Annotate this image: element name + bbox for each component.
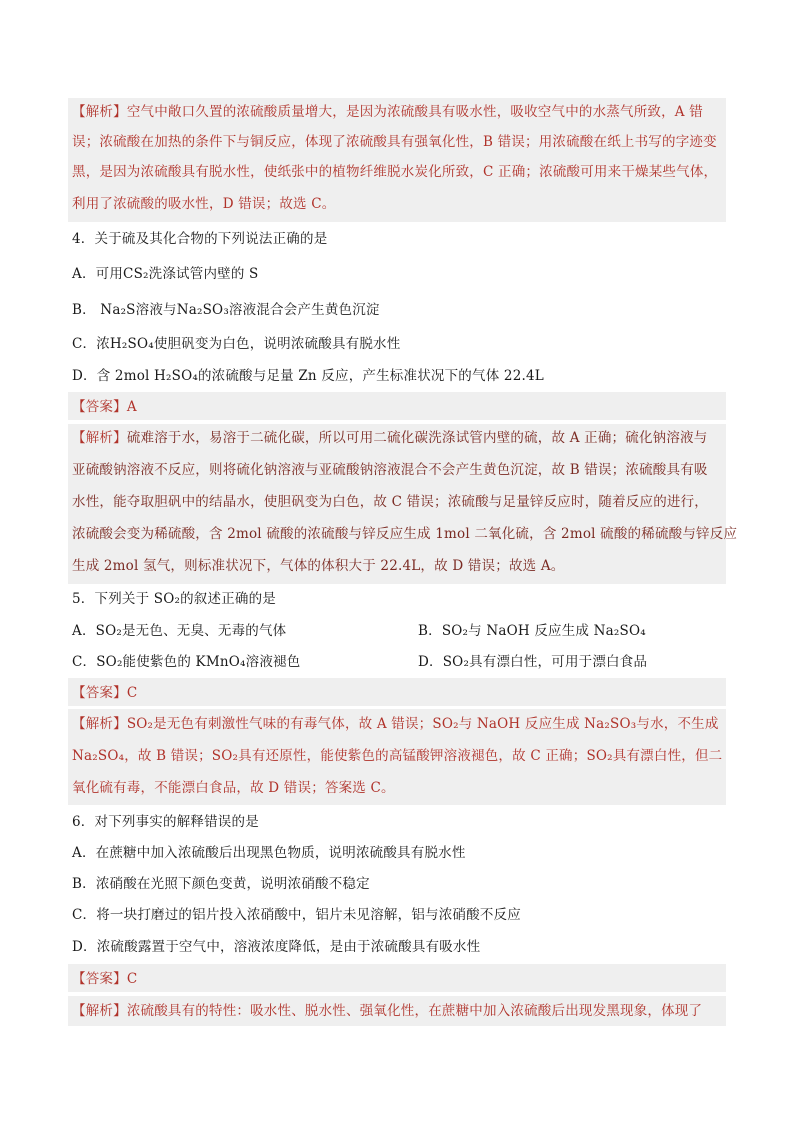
q3-analysis-line-2: 误；浓硫酸在加热的条件下与铜反应，体现了浓硫酸具有强氧化性，B 错误；用浓硫酸在纸上书写的字迹变 bbox=[72, 134, 717, 150]
q4-answer bbox=[72, 397, 137, 417]
q5-row-1 bbox=[72, 621, 646, 641]
q4-option-b: B． Na₂S溶液与Na₂SO₃溶液混合会产生黄色沉淀 bbox=[72, 302, 380, 318]
q4-analysis-line-5: 生成 2mol 氢气，则标准状况下，气体的体积大于 22.4L，故 D 错误；故选 A。 bbox=[72, 558, 565, 574]
analysis-text: 空气中敞口久置的浓硫酸质量增大，是因为浓硫酸具有吸水性，吸收空气中的水蒸气所致，A 错 bbox=[126, 104, 703, 120]
answer-value: A bbox=[126, 399, 137, 415]
q5-stem: 5．下列关于 SO₂的叙述正确的是 bbox=[72, 591, 277, 607]
analysis-label: 【解析】 bbox=[72, 716, 127, 732]
q4-option-c: C．浓H₂SO₄使胆矾变为白色，说明浓硫酸具有脱水性 bbox=[72, 336, 401, 352]
q4-option-a: A．可用CS₂洗涤试管内壁的 S bbox=[72, 266, 259, 282]
q6-option-c: C．将一块打磨过的铝片投入浓硝酸中，铝片未见溶解，铝与浓硝酸不反应 bbox=[72, 907, 521, 923]
q5-option-a: A．SO₂是无色、无臭、无毒的气体 bbox=[72, 623, 287, 639]
q4-analysis-block bbox=[68, 424, 738, 584]
q5-option-b: B．SO₂与 NaOH 反应生成 Na₂SO₄ bbox=[418, 623, 646, 639]
q5-row-2 bbox=[72, 652, 648, 672]
answer-label: 【答案】 bbox=[72, 685, 127, 701]
q5-option-c: C．SO₂能使紫色的 KMnO₄溶液褪色 bbox=[72, 654, 301, 670]
q6-stem: 6．对下列事实的解释错误的是 bbox=[72, 814, 259, 830]
q5-analysis-line-1 bbox=[72, 714, 719, 734]
q5-analysis-line-2: Na₂SO₄，故 B 错误；SO₂具有还原性，能使紫色的高锰酸钾溶液褪色，故 C 正确；SO₂具有漂白性，但二 bbox=[72, 748, 723, 764]
analysis-text: SO₂是无色有刺激性气味的有毒气体，故 A 错误；SO₂与 NaOH 反应生成 Na₂SO₃与水，不生成 bbox=[126, 716, 719, 732]
answer-value: C bbox=[126, 685, 138, 701]
q4-analysis-line-1 bbox=[72, 428, 707, 448]
q3-analysis-line-4: 利用了浓硫酸的吸水性，D 错误；故选 C。 bbox=[72, 196, 336, 212]
answer-value: C bbox=[126, 971, 138, 987]
q6-analysis-line-1 bbox=[72, 1001, 702, 1021]
analysis-text: 硫难溶于水，易溶于二硫化碳，所以可用二硫化碳洗涤试管内壁的硫，故 A 正确；硫化钠溶液与 bbox=[126, 430, 708, 446]
q6-answer bbox=[72, 969, 137, 989]
q4-analysis-line-3: 水性，能夺取胆矾中的结晶水，使胆矾变为白色，故 C 错误；浓硫酸与足量锌反应时，随着反应的进行， bbox=[72, 494, 709, 510]
q5-answer-block bbox=[68, 678, 726, 706]
q4-answer-block bbox=[68, 392, 726, 420]
q5-analysis-block bbox=[68, 709, 726, 805]
q6-option-a: A．在蔗糖中加入浓硫酸后出现黑色物质，说明浓硫酸具有脱水性 bbox=[72, 845, 466, 861]
answer-label: 【答案】 bbox=[72, 971, 127, 987]
q3-analysis-line-3: 黑，是因为浓硫酸具有脱水性，使纸张中的植物纤维脱水炭化所致，C 正确；浓硫酸可用来干燥某些气体， bbox=[72, 164, 718, 180]
analysis-text: 浓硫酸具有的特性：吸水性、脱水性、强氧化性，在蔗糖中加入浓硫酸后出现发黑现象，体现了 bbox=[126, 1003, 703, 1019]
q6-analysis-block bbox=[68, 996, 726, 1026]
analysis-label: 【解析】 bbox=[72, 430, 127, 446]
q4-analysis-line-4: 浓硫酸会变为稀硫酸，含 2mol 硫酸的浓硫酸与锌反应生成 1mol 二氧化硫，含 2mol 硫酸的稀硫酸与锌反应 bbox=[72, 526, 738, 542]
answer-label: 【答案】 bbox=[72, 399, 127, 415]
q4-analysis-line-2: 亚硫酸钠溶液不反应，则将硫化钠溶液与亚硫酸钠溶液混合不会产生黄色沉淀，故 B 错误；浓硫酸具有吸 bbox=[72, 462, 708, 478]
q6-option-d: D．浓硫酸露置于空气中，溶液浓度降低，是由于浓硫酸具有吸水性 bbox=[72, 939, 481, 955]
q3-analysis-line-1 bbox=[72, 102, 703, 122]
q6-answer-block bbox=[68, 964, 726, 992]
analysis-label: 【解析】 bbox=[72, 104, 127, 120]
q5-analysis-line-3: 氧化硫有毒，不能漂白食品，故 D 错误；答案选 C。 bbox=[72, 780, 395, 796]
q5-answer bbox=[72, 683, 137, 703]
q5-option-d: D．SO₂具有漂白性，可用于漂白食品 bbox=[418, 654, 648, 670]
q6-option-b: B．浓硝酸在光照下颜色变黄，说明浓硝酸不稳定 bbox=[72, 876, 370, 892]
q4-stem: 4．关于硫及其化合物的下列说法正确的是 bbox=[72, 231, 328, 247]
q4-option-d: D．含 2mol H₂SO₄的浓硫酸与足量 Zn 反应，产生标准状况下的气体 22.4L bbox=[72, 368, 544, 384]
analysis-label: 【解析】 bbox=[72, 1003, 127, 1019]
q3-analysis-block bbox=[68, 98, 726, 222]
